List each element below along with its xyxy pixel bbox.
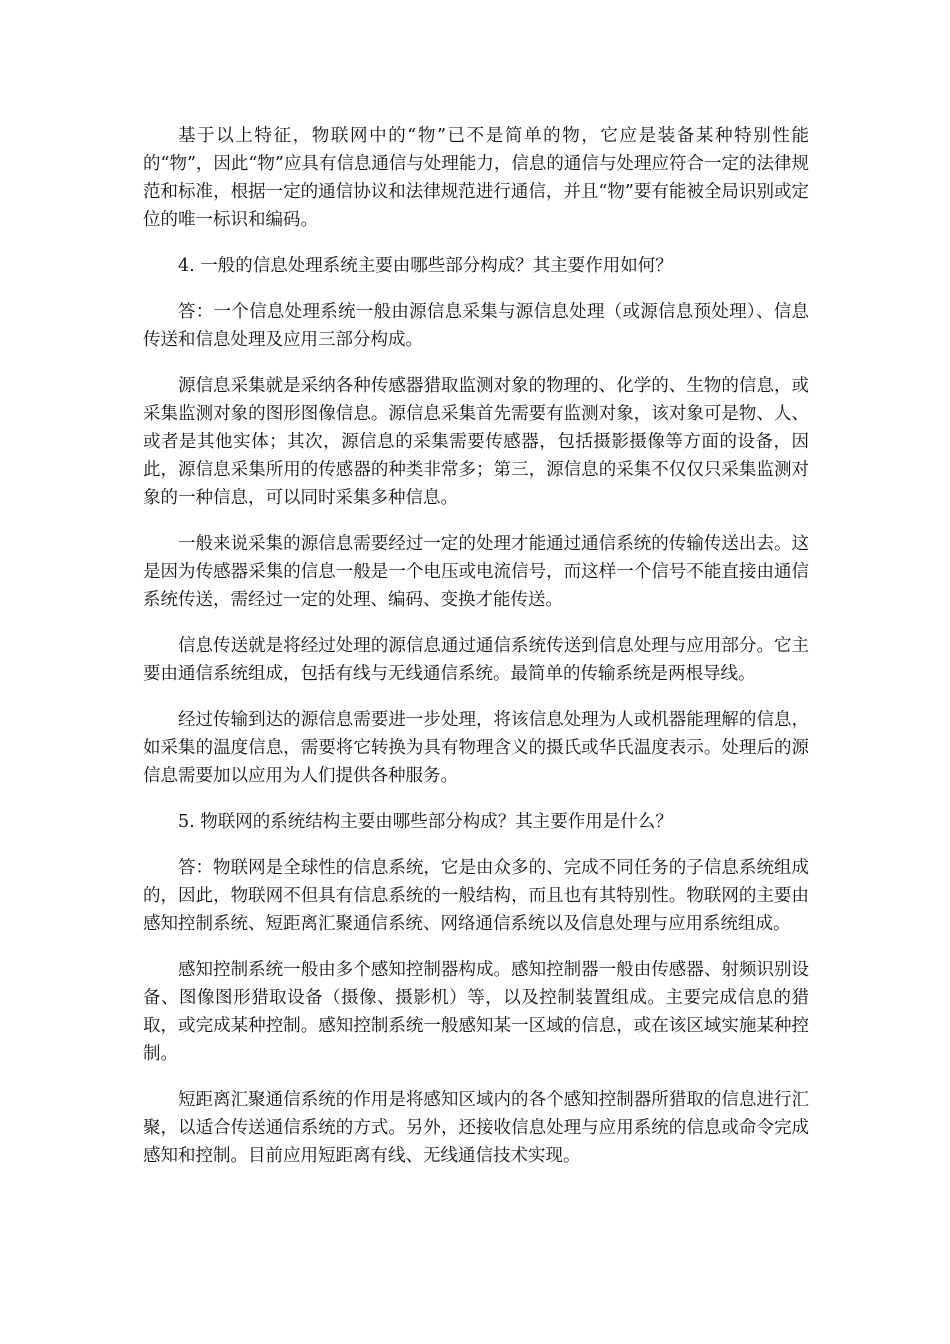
paragraph-info-transmission: 信息传送就是将经过处理的源信息通过通信系统传送到信息处理与应用部分。它主要由通信系统组成，包括有线与无线通信系统。最简单的传输系统是两根导线。 <box>143 636 809 684</box>
question-5: 5. 物联网的系统结构主要由哪些部分构成？其主要作用是什么？ <box>178 812 673 832</box>
document-page <box>143 122 809 1188</box>
paragraph-info-processing: 经过传输到达的源信息需要进一步处理，将该信息处理为人或机器能理解的信息，如采集的温度信息，需要将它转换为具有物理含义的摄氏或华氏温度表示。处理后的源信息需要加以应用为人们提供各种服务。 <box>143 710 809 786</box>
paragraph-source-collection: 源信息采集就是采纳各种传感器猎取监测对象的物理的、化学的、生物的信息，或采集监测对象的图形图像信息。源信息采集首先需要有监测对象，该对象可是物、人、或者是其他实体；其次，源信息的采集需要传感器，包括摄影摄像等方面的设备，因此，源信息采集所用的传感器的种类非常多；第三，源信息的采集不仅仅只采集监测对象的一种信息，可以同时采集多种信息。 <box>143 376 809 508</box>
answer-4: 答：一个信息处理系统一般由源信息采集与源信息处理（或源信息预处理）、信息传送和信息处理及应用三部分构成。 <box>143 302 809 350</box>
paragraph-short-range: 短距离汇聚通信系统的作用是将感知区域内的各个感知控制器所猎取的信息进行汇聚，以适合传送通信系统的方式。另外，还接收信息处理与应用系统的信息或命令完成感知和控制。目前应用短距离有线、无线通信技术实现。 <box>143 1090 809 1166</box>
question-4: 4. 一般的信息处理系统主要由哪些部分构成？其主要作用如何？ <box>178 256 673 276</box>
answer-5: 答：物联网是全球性的信息系统，它是由众多的、完成不同任务的子信息系统组成的，因此，物联网不但具有信息系统的一般结构，而且也有其特别性。物联网的主要由感知控制系统、短距离汇聚通信系统、网络通信系统以及信息处理与应用系统组成。 <box>143 858 809 934</box>
paragraph-thing-features: 基于以上特征，物联网中的“物”已不是简单的物，它应是装备某种特别性能的“物”，因此“物”应具有信息通信与处理能力，信息的通信与处理应符合一定的法律规范和标准，根据一定的通信协议和法律规范进行通信，并且“物”要有能被全局识别或定位的唯一标识和编码。 <box>143 126 809 230</box>
paragraph-sensing-control: 感知控制系统一般由多个感知控制器构成。感知控制器一般由传感器、射频识别设备、图像图形猎取设备（摄像、摄影机）等，以及控制装置组成。主要完成信息的猎取，或完成某种控制。感知控制系统一般感知某一区域的信息，或在该区域实施某种控制。 <box>143 960 809 1064</box>
paragraph-source-processing: 一般来说采集的源信息需要经过一定的处理才能通过通信系统的传输传送出去。这是因为传感器采集的信息一般是一个电压或电流信号，而这样一个信号不能直接由通信系统传送，需经过一定的处理、编码、变换才能传送。 <box>143 534 809 610</box>
